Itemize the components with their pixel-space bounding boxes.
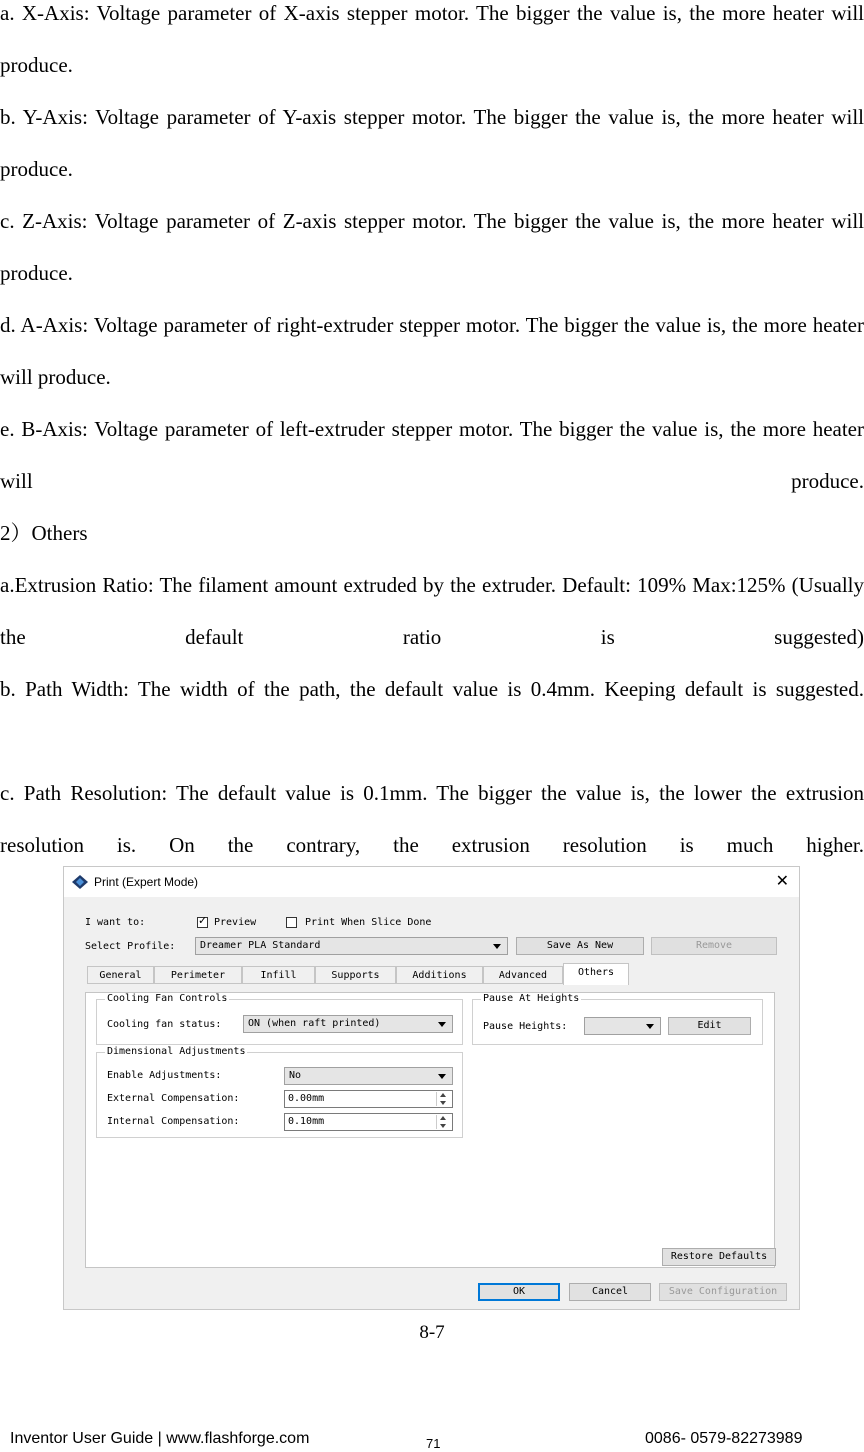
body-paragraph: a.Extrusion Ratio: The filament amount extruded by the extruder. Default: 109% Max:125% (Usually the default ratio is suggested) <box>0 573 864 649</box>
remove-button[interactable]: Remove <box>651 937 777 955</box>
internal-compensation-value: 0.10mm <box>288 1116 325 1127</box>
enable-adjustments-select[interactable] <box>284 1067 453 1085</box>
body-paragraph: b. Y-Axis: Voltage parameter of Y-axis stepper motor. The bigger the value is, the more heater will produce. <box>0 105 864 181</box>
cooling-status-label: Cooling fan status: <box>107 1019 222 1030</box>
body-paragraph: a. X-Axis: Voltage parameter of X-axis stepper motor. The bigger the value is, the more heater will produce. <box>0 1 864 77</box>
arrow-up-icon <box>440 1093 446 1097</box>
pause-at-heights-group <box>472 993 763 1045</box>
dialog-titlebar <box>64 867 799 897</box>
print-when-slice-label: Print When Slice Done <box>305 917 432 928</box>
arrow-down-icon <box>440 1101 446 1105</box>
tab-general[interactable]: General <box>87 966 154 984</box>
external-compensation-value: 0.00mm <box>288 1093 325 1104</box>
checkmark-icon: ✓ <box>198 914 208 927</box>
save-as-new-button[interactable]: Save As New <box>516 937 644 955</box>
page-number: 71 <box>426 1436 441 1451</box>
tab-advanced[interactable]: Advanced <box>483 966 563 984</box>
dialog-title: Print (Expert Mode) <box>94 875 199 889</box>
chevron-down-icon <box>646 1024 654 1029</box>
enable-adjustments-value: No <box>289 1070 302 1081</box>
figure-caption: 8-7 <box>419 1322 445 1343</box>
chevron-down-icon <box>438 1074 446 1079</box>
i-want-to-label: I want to: <box>85 917 146 928</box>
tab-infill[interactable]: Infill <box>242 966 315 984</box>
footer-left: Inventor User Guide | www.flashforge.com <box>10 1430 310 1447</box>
save-configuration-button[interactable]: Save Configuration <box>659 1283 787 1301</box>
pause-heights-select[interactable] <box>584 1017 661 1035</box>
chevron-down-icon <box>493 944 501 949</box>
print-when-slice-checkbox[interactable] <box>286 917 297 928</box>
tab-additions[interactable]: Additions <box>396 966 483 984</box>
dimensional-adjustments-group <box>96 1046 463 1138</box>
app-logo-icon <box>72 875 88 889</box>
dimensional-group-title: Dimensional Adjustments <box>107 1046 246 1057</box>
preview-label: Preview <box>214 917 257 928</box>
profile-select-value: Dreamer PLA Standard <box>200 940 321 951</box>
body-paragraph: 2）Others <box>0 521 88 545</box>
others-tab-panel <box>85 992 775 1268</box>
ok-button[interactable]: OK <box>478 1283 560 1301</box>
body-paragraph: c. Z-Axis: Voltage parameter of Z-axis stepper motor. The bigger the value is, the more heater will produce. <box>0 209 864 285</box>
pause-heights-label: Pause Heights: <box>483 1021 568 1032</box>
select-profile-label: Select Profile: <box>85 941 176 952</box>
footer-right: 0086- 0579-82273989 <box>645 1430 803 1447</box>
spinner-arrows[interactable] <box>436 1115 451 1129</box>
body-paragraph: d. A-Axis: Voltage parameter of right-extruder stepper motor. The bigger the value is, the more heater will produce. <box>0 313 864 389</box>
external-compensation-label: External Compensation: <box>107 1093 240 1104</box>
chevron-down-icon <box>438 1022 446 1027</box>
cooling-fan-controls-group <box>96 993 463 1045</box>
internal-compensation-spinner[interactable] <box>284 1113 453 1131</box>
profile-select[interactable] <box>195 937 508 955</box>
cooling-group-title: Cooling Fan Controls <box>107 993 228 1004</box>
close-icon[interactable]: ✕ <box>775 871 789 890</box>
tab-perimeter[interactable]: Perimeter <box>154 966 242 984</box>
body-paragraph: c. Path Resolution: The default value is 0.1mm. The bigger the value is, the lower the extrusion resolution is. On the contrary, the extrusion resolution is much higher. <box>0 781 864 857</box>
tab-others[interactable]: Others <box>563 963 629 985</box>
body-paragraph: e. B-Axis: Voltage parameter of left-extruder stepper motor. The bigger the value is, the more heater will produce. <box>0 417 864 493</box>
enable-adjustments-label: Enable Adjustments: <box>107 1070 222 1081</box>
edit-button[interactable]: Edit <box>668 1017 751 1035</box>
cancel-button[interactable]: Cancel <box>569 1283 651 1301</box>
preview-checkbox[interactable] <box>197 914 208 928</box>
cooling-status-select[interactable] <box>243 1015 453 1033</box>
arrow-up-icon <box>440 1116 446 1120</box>
pause-group-title: Pause At Heights <box>483 993 580 1004</box>
internal-compensation-label: Internal Compensation: <box>107 1116 240 1127</box>
spinner-arrows[interactable] <box>436 1092 451 1106</box>
arrow-down-icon <box>440 1124 446 1128</box>
tab-supports[interactable]: Supports <box>315 966 396 984</box>
cooling-status-value: ON (when raft printed) <box>248 1018 381 1029</box>
external-compensation-spinner[interactable] <box>284 1090 453 1108</box>
print-expert-mode-dialog <box>63 866 800 1310</box>
restore-defaults-button[interactable]: Restore Defaults <box>662 1248 776 1266</box>
body-paragraph: b. Path Width: The width of the path, the default value is 0.4mm. Keeping default is suggested. <box>0 677 864 701</box>
